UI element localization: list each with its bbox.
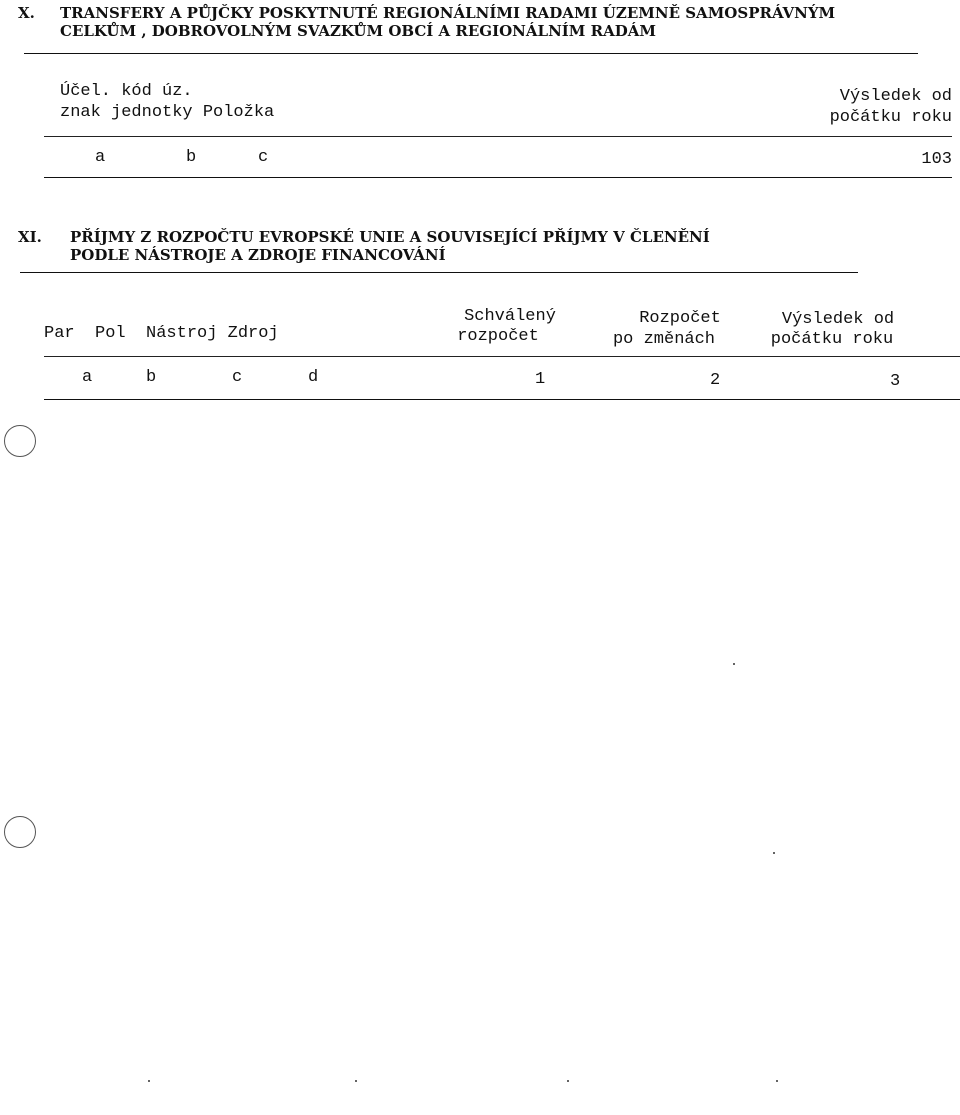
punch-hole-icon — [4, 816, 36, 848]
section-x-col-b: b — [186, 148, 197, 167]
scan-speck — [567, 1080, 569, 1082]
section-x-header-result-line1: Výsledek od — [839, 87, 952, 106]
section-x-header-result-line2: počátku roku — [829, 108, 952, 127]
section-xi-header-rule — [44, 356, 960, 357]
section-x-header-left-line2: znak jednotky Položka — [60, 103, 275, 122]
section-xi-col-c: c — [232, 368, 243, 387]
section-xi-bottom-rule — [44, 399, 960, 400]
section-xi-budget-line2: po změnách — [612, 330, 716, 349]
section-xi-title-line2: PODLE NÁSTROJE A ZDROJE FINANCOVÁNÍ — [70, 246, 446, 264]
section-xi-result-line2: počátku roku — [770, 330, 894, 349]
section-xi-title-rule — [20, 272, 858, 273]
section-x-col-result: 103 — [921, 150, 952, 169]
scan-speck — [733, 663, 735, 665]
scan-speck — [773, 852, 775, 854]
section-xi-approved-line1: Schválený — [464, 307, 556, 326]
section-xi-col-1: 1 — [535, 370, 546, 389]
section-xi-headers-left: Par Pol Nástroj Zdroj — [44, 324, 279, 343]
section-xi-col-a: a — [82, 368, 93, 387]
section-xi-col-3: 3 — [890, 372, 901, 391]
section-x-bottom-rule — [44, 177, 952, 178]
section-xi-title-line1: PŘÍJMY Z ROZPOČTU EVROPSKÉ UNIE A SOUVISEJÍCÍ PŘÍJMY V ČLENĚNÍ — [70, 228, 710, 246]
section-xi-budget-line1: Rozpočet — [639, 309, 721, 328]
section-x-col-c: c — [258, 148, 269, 167]
section-xi-col-2: 2 — [710, 371, 721, 390]
section-xi-result-line1: Výsledek od — [781, 310, 895, 329]
section-xi-approved-line2: rozpočet — [457, 327, 539, 346]
section-x-number: X. — [18, 4, 35, 22]
section-xi-col-b: b — [146, 368, 157, 387]
punch-hole-icon — [4, 425, 36, 457]
section-x-col-a: a — [95, 148, 106, 167]
section-x-title-rule — [24, 53, 918, 54]
scan-speck — [355, 1080, 357, 1082]
section-x-title-line1: TRANSFERY A PŮJČKY POSKYTNUTÉ REGIONÁLNÍMI RADAMI ÚZEMNĚ SAMOSPRÁVNÝM — [60, 4, 836, 22]
section-xi-col-d: d — [308, 368, 319, 387]
scan-speck — [776, 1080, 778, 1082]
section-x-header-rule — [44, 136, 952, 137]
section-x-title-line2: CELKŮM , DOBROVOLNÝM SVAZKŮM OBCÍ A REGIONÁLNÍM RADÁM — [60, 22, 656, 40]
scan-speck — [148, 1080, 150, 1082]
section-xi-number: XI. — [18, 228, 42, 246]
section-x-header-left-line1: Účel. kód úz. — [60, 82, 193, 101]
